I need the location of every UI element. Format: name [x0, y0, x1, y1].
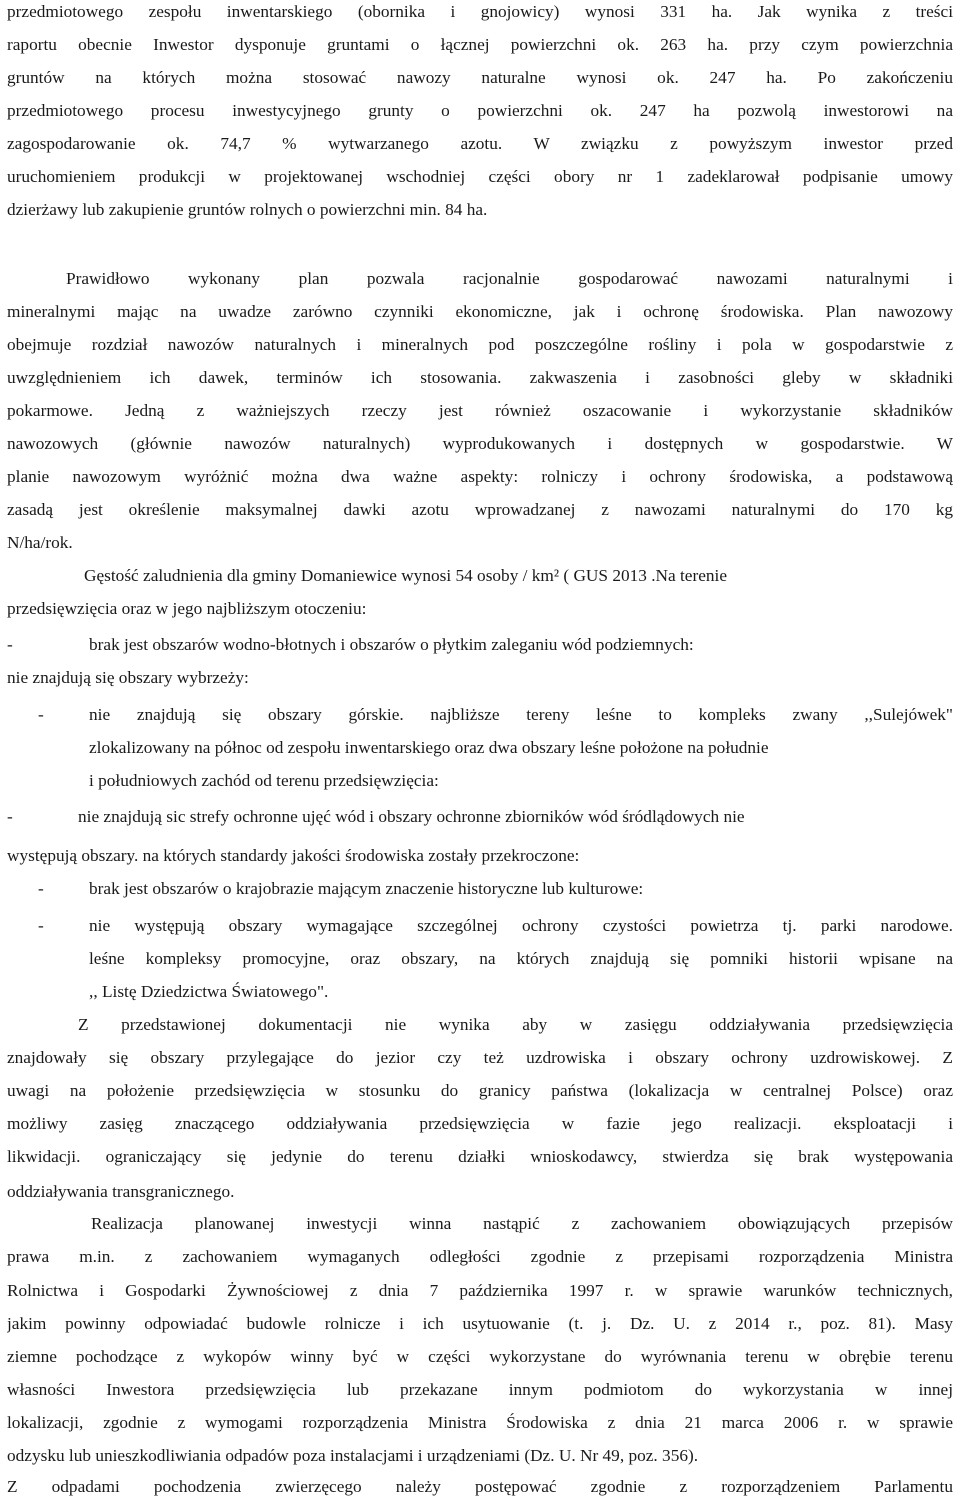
text-line: nie znajdują się obszary wybrzeży:: [7, 668, 249, 687]
list-item: brak jest obszarów wodno-błotnych i obszarów o płytkim zaleganiu wód podziemnych:: [89, 635, 694, 654]
text-line: zlokalizowany na północ od zespołu inwentarskiego oraz dwa obszary leśne położone na południe: [89, 738, 769, 757]
text-line: dzierżawy lub zakupienie gruntów rolnych o powierzchni min. 84 ha.: [7, 200, 488, 219]
text-line: leśne kompleksy promocyjne, oraz obszary, na których znajdują się pomniki historii wpisane na: [89, 949, 953, 968]
text-line: jakim powinny odpowiadać budowle rolnicze i ich usytuowanie (t. j. Dz. U. z 2014 r., poz. 81). Masy: [7, 1314, 953, 1333]
text-line: występują obszary. na których standardy jakości środowiska zostały przekroczone:: [7, 846, 580, 865]
text-line: i południowych zachód od terenu przedsięwzięcia:: [89, 771, 439, 790]
list-item: nie znajdują się obszary górskie. najbliższe tereny leśne to kompleks zwany ,,Sulejówek": [89, 705, 953, 724]
text-line: Rolnictwa i Gospodarki Żywnościowej z dnia 7 października 1997 r. w sprawie warunków technicznych,: [7, 1281, 953, 1300]
text-line: pokarmowe. Jedną z ważniejszych rzeczy jest również oszacowanie i wykorzystanie składników: [7, 401, 953, 420]
text-line: Prawidłowo wykonany plan pozwala racjonalnie gospodarować nawozami naturalnymi i: [66, 269, 953, 288]
text-line: mineralnymi mając na uwadze zarówno czynniki ekonomiczne, jak i ochronę środowiska. Plan nawozowy: [7, 302, 953, 321]
text-line: planie nawozowym wyróżnić można dwa ważne aspekty: rolniczy i ochrony środowiska, a podstawową: [7, 467, 953, 486]
list-dash: -: [38, 879, 44, 898]
text-line: Gęstość zaludnienia dla gminy Domaniewice wynosi 54 osoby / km² ( GUS 2013 .Na terenie: [84, 566, 728, 585]
text-line: własności Inwestora przedsięwzięcia lub przekazane innym podmiotom do wykorzystania w innej: [7, 1380, 953, 1399]
text-line: uwzględnieniem ich dawek, terminów ich stosowania. zakwaszenia i zasobności gleby w składniki: [7, 368, 953, 387]
list-dash: -: [7, 635, 13, 654]
text-line: uruchomieniem produkcji w projektowanej wschodniej części obory nr 1 zadeklarował podpisanie umowy: [7, 167, 953, 186]
text-line: zasadą jest określenie maksymalnej dawki azotu wprowadzanej z nawozami naturalnymi do 170 kg: [7, 500, 953, 519]
text-line: prawa m.in. z zachowaniem wymaganych odległości zgodnie z przepisami rozporządzenia Ministra: [7, 1247, 953, 1266]
text-line: przedmiotowego procesu inwestycyjnego grunty o powierzchni ok. 247 ha pozwolą inwestorowi na: [7, 101, 953, 120]
text-line: zagospodarowanie ok. 74,7 % wytwarzanego azotu. W związku z powyższym inwestor przed: [7, 134, 953, 153]
text-line: nawozowych (głównie nawozów naturalnych) wyprodukowanych i dostępnych w gospodarstwie. W: [7, 434, 953, 453]
text-line: znajdowały się obszary przylegające do jezior czy też uzdrowiska i obszary ochrony uzdrowiskowej. Z: [7, 1048, 953, 1067]
text-line: Realizacja planowanej inwestycji winna nastąpić z zachowaniem obowiązujących przepisów: [91, 1214, 953, 1233]
text-line: ,, Listę Dziedzictwa Światowego".: [89, 982, 329, 1001]
text-line: przedmiotowego zespołu inwentarskiego (obornika i gnojowicy) wynosi 331 ha. Jak wynika z treści: [7, 2, 953, 21]
text-line: ziemne pochodzące z wykopów winny być w części wykorzystane do wyrównania terenu w obrębie terenu: [7, 1347, 953, 1366]
list-item: nie występują obszary wymagające szczególnej ochrony czystości powietrza tj. parki narodowe.: [89, 916, 953, 935]
list-item: nie znajdują sic strefy ochronne ujęć wód i obszary ochronne zbiorników wód śródlądowych nie: [78, 807, 745, 826]
text-line: likwidacji. ograniczający się jedynie do terenu działki wnioskodawcy, stwierdza się brak występowania: [7, 1147, 953, 1166]
text-line: Z odpadami pochodzenia zwierzęcego należy postępować zgodnie z rozporządzeniem Parlamentu: [7, 1477, 953, 1496]
text-line: możliwy zasięg znaczącego oddziaływania przedsięwzięcia w fazie jego realizacji. eksploatacji i: [7, 1114, 953, 1133]
text-line: N/ha/rok.: [7, 533, 73, 552]
text-line: przedsięwzięcia oraz w jego najbliższym otoczeniu:: [7, 599, 367, 618]
list-dash: -: [38, 916, 44, 935]
text-line: uwagi na położenie przedsięwzięcia w stosunku do granicy państwa (lokalizacja w centralnej Polsce) oraz: [7, 1081, 953, 1100]
text-line: oddziaływania transgranicznego.: [7, 1182, 235, 1201]
list-dash: -: [38, 705, 44, 724]
list-item: brak jest obszarów o krajobrazie mającym znaczenie historyczne lub kulturowe:: [89, 879, 644, 898]
text-line: obejmuje rozdział nawozów naturalnych i mineralnych pod poszczególne rośliny i pola w gospodarstwie z: [7, 335, 953, 354]
text-line: odzysku lub unieszkodliwiania odpadów poza instalacjami i urządzeniami (Dz. U. Nr 49, poz. 356).: [7, 1446, 699, 1465]
text-line: lokalizacji, zgodnie z wymogami rozporządzenia Ministra Środowiska z dnia 21 marca 2006 r. w sprawie: [7, 1413, 953, 1432]
text-line: raportu obecnie Inwestor dysponuje gruntami o łącznej powierzchni ok. 263 ha. przy czym powierzchnia: [7, 35, 953, 54]
list-dash: -: [7, 807, 13, 826]
text-line: gruntów na których można stosować nawozy naturalne wynosi ok. 247 ha. Po zakończeniu: [7, 68, 953, 87]
text-line: Z przedstawionej dokumentacji nie wynika aby w zasięgu oddziaływania przedsięwzięcia: [78, 1015, 953, 1034]
